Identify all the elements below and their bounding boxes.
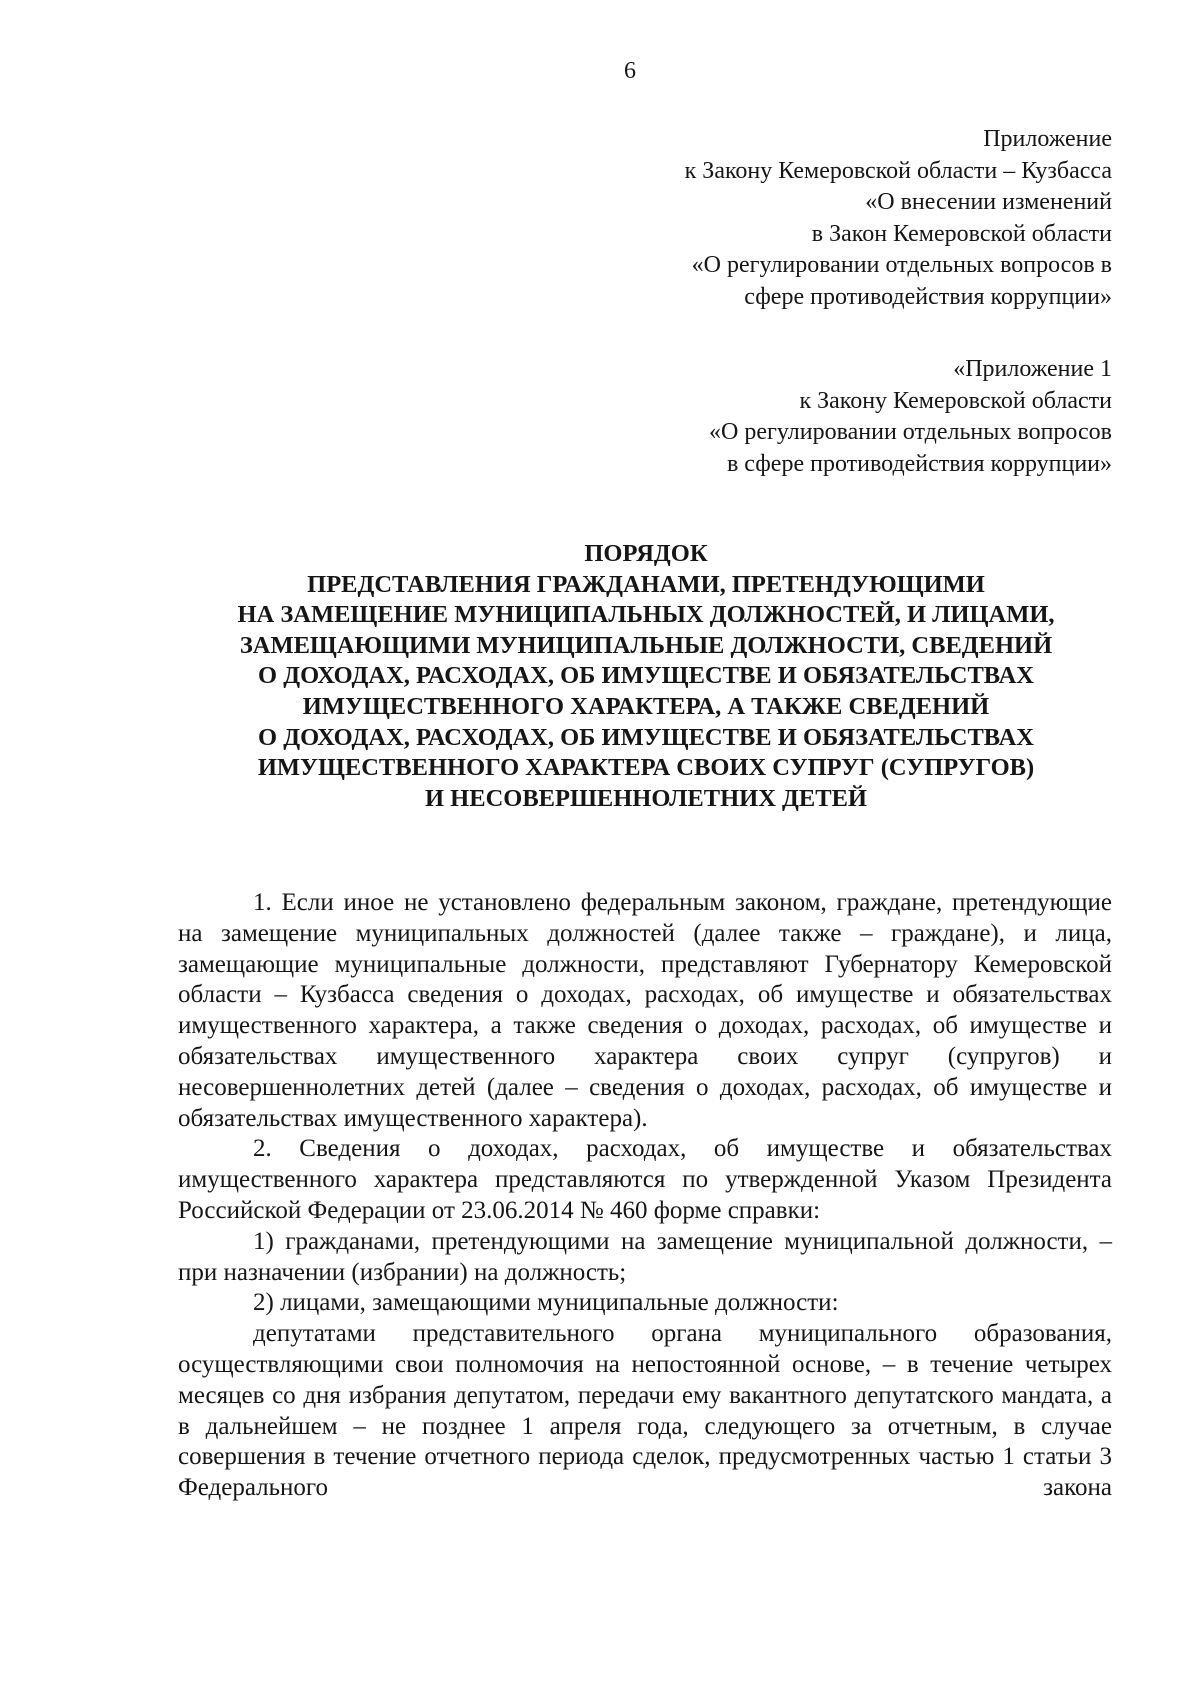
appendix-sub-header-line: «О регулировании отдельных вопросов xyxy=(709,419,1112,445)
title-line: И НЕСОВЕРШЕННОЛЕТНИХ ДЕТЕЙ xyxy=(425,784,867,812)
document-title xyxy=(178,539,1114,814)
body-paragraph: 1. Если иное не установлено федеральным законом, граждане, претендующие на замещение муниципальных должностей (далее также – граждане), и лица, замещающие муниципальные должности, представляют Губернатору Кемеровской области – Кузбасса сведения о доходах, расходах, об имуществе и обязательствах имущественного характера, а также сведения о доходах, расходах, об имуществе и обязательствах имущественного характера своих супруг (супругов) и несовершеннолетних детей (далее – сведения о доходах, расходах, об имуществе и обязательствах имущественного характера). xyxy=(178,889,1112,1132)
body-paragraph: 2. Сведения о доходах, расходах, об имуществе и обязательствах имущественного характера представляются по утвержденной Указом Президента Российской Федерации от 23.06.2014 № 460 форме справки: xyxy=(178,1135,1112,1224)
appendix-sub-header-line: «Приложение 1 xyxy=(953,356,1112,382)
appendix-header-line: «О внесении изменений xyxy=(865,189,1112,215)
appendix-sub-header-line: к Закону Кемеровской области xyxy=(799,387,1112,414)
appendix-header-line: к Закону Кемеровской области – Кузбасса xyxy=(684,157,1112,184)
page-number: 6 xyxy=(624,58,636,84)
body-paragraph: депутатами представительного органа муниципального образования, осуществляющими свои полномочия на непостоянной основе, – в течение четырех месяцев со дня избрания депутатом, передачи ему вакантного депутатского мандата, а в дальнейшем – не позднее 1 апреля года, следующего за отчетным, в случае совершения в течение отчетного периода сделок, предусмотренных частью 1 статьи 3 Федерального закона xyxy=(178,1320,1112,1502)
body-paragraph: 2) лицами, замещающими муниципальные должности: xyxy=(253,1289,839,1317)
document-body xyxy=(178,888,1112,1504)
title-line: О ДОХОДАХ, РАСХОДАХ, ОБ ИМУЩЕСТВЕ И ОБЯЗАТЕЛЬСТВАХ xyxy=(258,723,1034,751)
appendix-sub-header xyxy=(709,354,1112,480)
title-line: О ДОХОДАХ, РАСХОДАХ, ОБ ИМУЩЕСТВЕ И ОБЯЗАТЕЛЬСТВАХ xyxy=(258,662,1034,690)
title-line: ПОРЯДОК xyxy=(584,540,708,567)
title-line: ИМУЩЕСТВЕННОГО ХАРАКТЕРА СВОИХ СУПРУГ (СУПРУГОВ) xyxy=(257,754,1035,782)
title-line: ПРЕДСТАВЛЕНИЯ ГРАЖДАНАМИ, ПРЕТЕНДУЮЩИМИ xyxy=(307,570,985,598)
title-line: ЗАМЕЩАЮЩИМИ МУНИЦИПАЛЬНЫЕ ДОЛЖНОСТИ, СВЕДЕНИЙ xyxy=(239,631,1053,659)
title-line: ИМУЩЕСТВЕННОГО ХАРАКТЕРА, А ТАКЖЕ СВЕДЕНИЙ xyxy=(302,692,990,720)
appendix-sub-header-line: в сфере противодействия коррупции» xyxy=(726,450,1112,477)
appendix-header xyxy=(685,124,1112,313)
appendix-header-line: «О регулировании отдельных вопросов в xyxy=(691,252,1112,278)
body-paragraph: 1) гражданами, претендующими на замещение муниципальной должности, – при назначении (избрании) на должность; xyxy=(178,1227,1112,1286)
appendix-header-line: Приложение xyxy=(983,126,1112,152)
title-line: НА ЗАМЕЩЕНИЕ МУНИЦИПАЛЬНЫХ ДОЛЖНОСТЕЙ, И ЛИЦАМИ, xyxy=(237,601,1055,629)
appendix-header-line: в Закон Кемеровской области xyxy=(811,220,1112,247)
appendix-header-line: сфере противодействия коррупции» xyxy=(744,283,1112,310)
